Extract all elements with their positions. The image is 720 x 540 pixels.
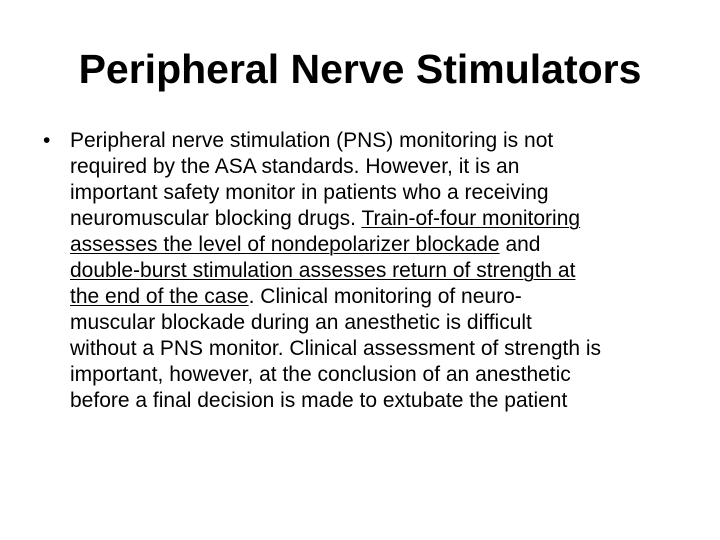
bullet-marker: • bbox=[43, 129, 51, 152]
text-segment: neuromuscular blocking drugs. bbox=[70, 207, 362, 230]
text-line bbox=[70, 258, 693, 284]
text-line bbox=[70, 128, 693, 154]
text-line bbox=[70, 388, 693, 414]
text-line bbox=[70, 310, 693, 336]
text-segment: Peripheral nerve stimulation (PNS) monitoring is not bbox=[70, 129, 554, 152]
text-line bbox=[70, 336, 693, 362]
text-segment: . Clinical monitoring of neuro- bbox=[248, 285, 522, 308]
text-segment: important, however, at the conclusion of an anesthetic bbox=[70, 363, 571, 386]
bullet-list bbox=[43, 128, 693, 414]
slide-title: Peripheral Nerve Stimulators bbox=[78, 46, 642, 92]
text-segment: muscular blockade during an anesthetic is difficult bbox=[70, 311, 532, 334]
bullet-text bbox=[70, 128, 693, 414]
text-segment: before a final decision is made to extubate the patient bbox=[70, 389, 568, 412]
text-segment: required by the ASA standards. However, it is an bbox=[70, 155, 520, 178]
text-segment: without a PNS monitor. Clinical assessment of strength is bbox=[70, 337, 602, 360]
text-line bbox=[70, 362, 693, 388]
text-segment: and bbox=[499, 233, 541, 256]
text-line bbox=[70, 180, 693, 206]
underlined-text: Train-of-four monitoring bbox=[361, 207, 581, 230]
bullet-item bbox=[43, 128, 693, 414]
underlined-text: assesses the level of nondepolarizer blockade bbox=[70, 233, 500, 256]
text-line bbox=[70, 284, 693, 310]
text-segment: important safety monitor in patients who a receiving bbox=[70, 181, 549, 204]
underlined-text: the end of the case bbox=[70, 285, 249, 308]
text-line bbox=[70, 154, 693, 180]
text-line bbox=[70, 232, 693, 258]
underlined-text: double-burst stimulation assesses return of strength at bbox=[70, 259, 576, 282]
text-line bbox=[70, 206, 693, 232]
